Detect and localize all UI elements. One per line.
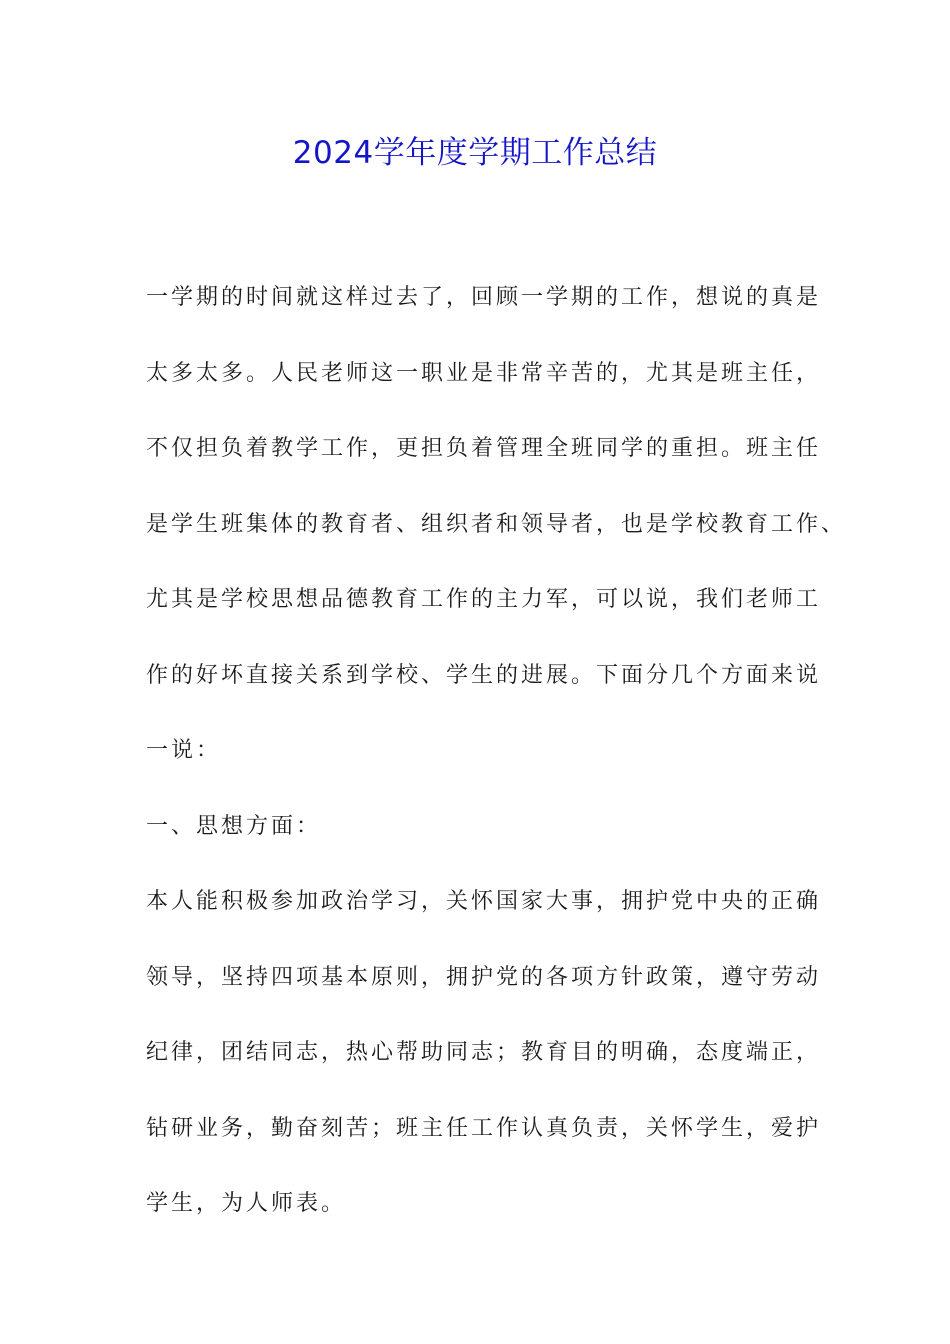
- text-line: 钻研业务，勤奋刻苦；班主任工作认真负责，关怀学生，爱护: [146, 1115, 822, 1141]
- text-line: 是学生班集体的教育者、组织者和领导者，也是学校教育工作、: [146, 511, 847, 537]
- text-line: 尤其是学校思想品德教育工作的主力军，可以说，我们老师工: [146, 587, 822, 612]
- text-line: 领导，坚持四项基本原则，拥护党的各项方针政策，遵守劳动: [146, 964, 822, 990]
- section-heading: 一、思想方面：: [146, 813, 322, 839]
- document-title: 2024学年度学期工作总结: [292, 135, 658, 171]
- text-line: 一说：: [146, 738, 222, 763]
- text-line: 不仅担负着教学工作，更担负着管理全班同学的重担。班主任: [146, 436, 822, 461]
- text-line: 太多太多。人民老师这一职业是非常辛苦的，尤其是班主任，: [146, 360, 822, 386]
- text-line: 学生，为人师表。: [146, 1191, 347, 1216]
- text-line: 作的好坏直接关系到学校、学生的进展。下面分几个方面来说: [146, 662, 822, 688]
- document-body: [146, 260, 847, 1242]
- text-line: 一学期的时间就这样过去了，回顾一学期的工作，想说的真是: [146, 285, 822, 310]
- text-line: 纪律，团结同志，热心帮助同志；教育目的明确，态度端正，: [146, 1040, 822, 1065]
- text-line: 本人能积极参加政治学习，关怀国家大事，拥护党中央的正确: [146, 889, 822, 914]
